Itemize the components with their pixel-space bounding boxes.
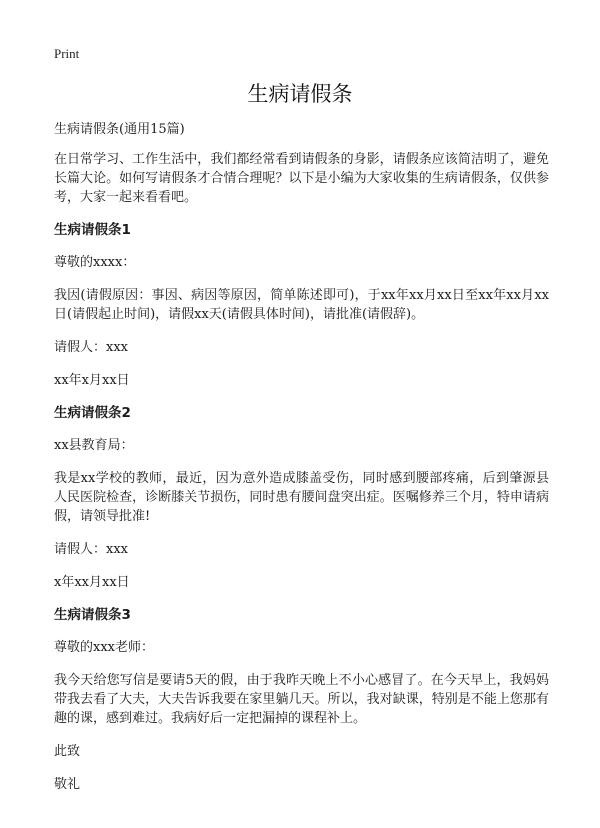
section-date-1: xx年x月xx日 [54, 373, 130, 388]
section-heading-3: 生病请假条3 [54, 607, 131, 623]
section-body-2: 我是xx学校的教师，最近，因为意外造成膝盖受伤，同时感到腰部疼痛，后到肇源县人民医院检查，诊断膝关节损伤，同时患有腰间盘突出症。医嘱修养三个月，特申请病假，请领导批准! [54, 471, 549, 524]
section-heading-1: 生病请假条1 [54, 222, 131, 238]
section-closing-2: 敬礼 [54, 777, 81, 792]
section-salutation-2: xx县教育局： [54, 438, 134, 453]
section-signer-2: 请假人：xxx [54, 542, 128, 557]
print-link[interactable]: Print [54, 46, 80, 61]
section-salutation-3: 尊敬的xxx老师： [54, 640, 154, 655]
intro-paragraph: 在日常学习、工作生活中，我们都经常看到请假条的身影，请假条应该简洁明了，避免长篇大论。如何写请假条才合情合理呢？以下是小编为大家收集的生病请假条，仅供参考，大家一起来看看吧。 [54, 152, 549, 205]
page-title: 生病请假条 [247, 82, 353, 106]
section-body-3: 我今天给您写信是要请5天的假，由于我昨天晚上不小心感冒了。在今天早上，我妈妈带我去看了大夫，大夫告诉我要在家里躺几天。所以，我对缺课，特别是不能上您那有趣的课，感到难过。我病好后一定把漏掉的课程补上。 [54, 673, 549, 726]
section-closing-1: 此致 [54, 744, 81, 759]
document-body [54, 120, 549, 808]
section-body-1: 我因(请假原因：事因、病因等原因，简单陈述即可)，于xx年xx月xx日至xx年xx月xx日(请假起止时间)，请假xx天(请假具体时间)，请批准(请假辞)。 [54, 288, 549, 322]
section-salutation-1: 尊敬的xxxx： [54, 255, 136, 270]
section-heading-2: 生病请假条2 [54, 405, 131, 421]
section-date-2: x年xx月xx日 [54, 575, 130, 590]
document-subtitle: 生病请假条(通用15篇) [54, 122, 185, 137]
section-signer-1: 请假人：xxx [54, 340, 128, 355]
